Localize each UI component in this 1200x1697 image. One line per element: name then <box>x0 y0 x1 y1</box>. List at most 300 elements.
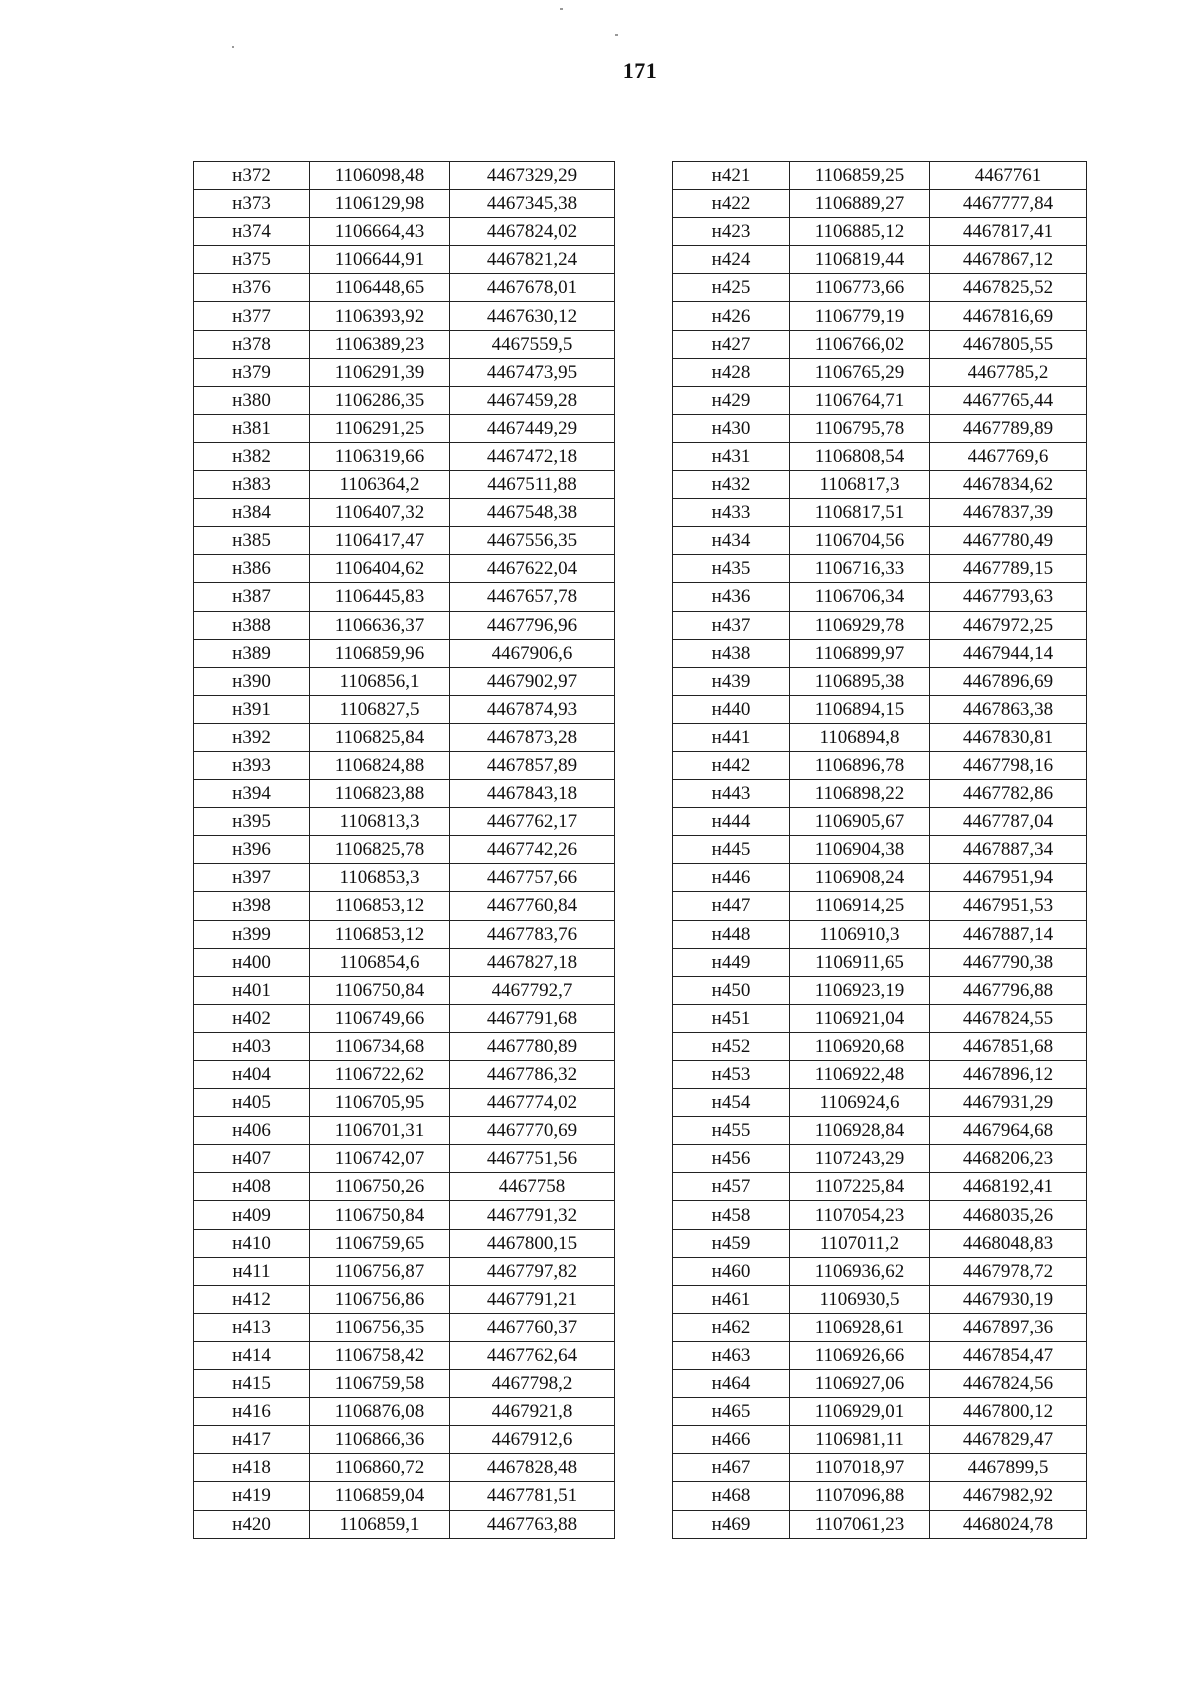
point-id-cell: н384 <box>194 499 310 527</box>
x-coordinate-cell: 1106899,97 <box>790 639 930 667</box>
point-id-cell: н385 <box>194 527 310 555</box>
point-id-cell: н382 <box>194 442 310 470</box>
point-id-cell: н387 <box>194 583 310 611</box>
table-row <box>673 330 1087 358</box>
x-coordinate-cell: 1107011,2 <box>790 1229 930 1257</box>
point-id-cell: н412 <box>194 1285 310 1313</box>
table-row <box>194 471 615 499</box>
table-row <box>673 442 1087 470</box>
y-coordinate-cell: 4467782,86 <box>930 780 1087 808</box>
y-coordinate-cell: 4467800,15 <box>450 1229 615 1257</box>
point-id-cell: н454 <box>673 1089 790 1117</box>
x-coordinate-cell: 1107225,84 <box>790 1173 930 1201</box>
x-coordinate-cell: 1106705,95 <box>310 1089 450 1117</box>
x-coordinate-cell: 1106981,11 <box>790 1426 930 1454</box>
y-coordinate-cell: 4467931,29 <box>930 1089 1087 1117</box>
x-coordinate-cell: 1106759,58 <box>310 1370 450 1398</box>
y-coordinate-cell: 4467800,12 <box>930 1398 1087 1426</box>
point-id-cell: н424 <box>673 246 790 274</box>
table-row <box>194 330 615 358</box>
table-row <box>194 302 615 330</box>
x-coordinate-cell: 1106795,78 <box>790 414 930 442</box>
x-coordinate-cell: 1106817,3 <box>790 471 930 499</box>
point-id-cell: н458 <box>673 1201 790 1229</box>
table-row <box>194 442 615 470</box>
x-coordinate-cell: 1106750,26 <box>310 1173 450 1201</box>
table-row <box>673 1426 1087 1454</box>
point-id-cell: н393 <box>194 751 310 779</box>
table-row <box>194 499 615 527</box>
point-id-cell: н426 <box>673 302 790 330</box>
table-row <box>673 836 1087 864</box>
point-id-cell: н407 <box>194 1145 310 1173</box>
table-row <box>194 1285 615 1313</box>
point-id-cell: н459 <box>673 1229 790 1257</box>
y-coordinate-cell: 4467781,51 <box>450 1482 615 1510</box>
point-id-cell: н455 <box>673 1117 790 1145</box>
coordinates-table-left <box>193 161 615 1539</box>
table-row <box>673 1313 1087 1341</box>
x-coordinate-cell: 1106859,25 <box>790 162 930 190</box>
table-row <box>673 976 1087 1004</box>
y-coordinate-cell: 4467511,88 <box>450 471 615 499</box>
point-id-cell: н392 <box>194 723 310 751</box>
point-id-cell: н389 <box>194 639 310 667</box>
x-coordinate-cell: 1106701,31 <box>310 1117 450 1145</box>
table-row <box>194 274 615 302</box>
point-id-cell: н399 <box>194 920 310 948</box>
x-coordinate-cell: 1106927,06 <box>790 1370 930 1398</box>
x-coordinate-cell: 1106808,54 <box>790 442 930 470</box>
point-id-cell: н401 <box>194 976 310 1004</box>
y-coordinate-cell: 4467329,29 <box>450 162 615 190</box>
x-coordinate-cell: 1106742,07 <box>310 1145 450 1173</box>
x-coordinate-cell: 1106921,04 <box>790 1004 930 1032</box>
table-row <box>194 1201 615 1229</box>
x-coordinate-cell: 1106722,62 <box>310 1061 450 1089</box>
y-coordinate-cell: 4467798,2 <box>450 1370 615 1398</box>
y-coordinate-cell: 4467785,2 <box>930 358 1087 386</box>
point-id-cell: н447 <box>673 892 790 920</box>
point-id-cell: н445 <box>673 836 790 864</box>
x-coordinate-cell: 1106924,6 <box>790 1089 930 1117</box>
table-row <box>194 1482 615 1510</box>
y-coordinate-cell: 4467765,44 <box>930 386 1087 414</box>
x-coordinate-cell: 1106853,3 <box>310 864 450 892</box>
point-id-cell: н439 <box>673 667 790 695</box>
y-coordinate-cell: 4467867,12 <box>930 246 1087 274</box>
x-coordinate-cell: 1106827,5 <box>310 695 450 723</box>
x-coordinate-cell: 1106929,78 <box>790 611 930 639</box>
point-id-cell: н436 <box>673 583 790 611</box>
x-coordinate-cell: 1106758,42 <box>310 1341 450 1369</box>
point-id-cell: н433 <box>673 499 790 527</box>
point-id-cell: н383 <box>194 471 310 499</box>
x-coordinate-cell: 1106286,35 <box>310 386 450 414</box>
y-coordinate-cell: 4467951,94 <box>930 864 1087 892</box>
point-id-cell: н430 <box>673 414 790 442</box>
x-coordinate-cell: 1106706,34 <box>790 583 930 611</box>
x-coordinate-cell: 1106859,1 <box>310 1510 450 1538</box>
table-row <box>194 1510 615 1538</box>
y-coordinate-cell: 4467824,02 <box>450 218 615 246</box>
y-coordinate-cell: 4467887,34 <box>930 836 1087 864</box>
x-coordinate-cell: 1106766,02 <box>790 330 930 358</box>
y-coordinate-cell: 4467816,69 <box>930 302 1087 330</box>
table-row <box>673 1061 1087 1089</box>
y-coordinate-cell: 4467897,36 <box>930 1313 1087 1341</box>
x-coordinate-cell: 1106853,12 <box>310 892 450 920</box>
x-coordinate-cell: 1106928,61 <box>790 1313 930 1341</box>
x-coordinate-cell: 1106813,3 <box>310 808 450 836</box>
y-coordinate-cell: 4468048,83 <box>930 1229 1087 1257</box>
y-coordinate-cell: 4467793,63 <box>930 583 1087 611</box>
x-coordinate-cell: 1106364,2 <box>310 471 450 499</box>
x-coordinate-cell: 1107018,97 <box>790 1454 930 1482</box>
y-coordinate-cell: 4467770,69 <box>450 1117 615 1145</box>
table-row <box>194 751 615 779</box>
point-id-cell: н465 <box>673 1398 790 1426</box>
point-id-cell: н403 <box>194 1032 310 1060</box>
point-id-cell: н438 <box>673 639 790 667</box>
y-coordinate-cell: 4468024,78 <box>930 1510 1087 1538</box>
x-coordinate-cell: 1106636,37 <box>310 611 450 639</box>
point-id-cell: н376 <box>194 274 310 302</box>
y-coordinate-cell: 4467345,38 <box>450 190 615 218</box>
x-coordinate-cell: 1106750,84 <box>310 976 450 1004</box>
point-id-cell: н462 <box>673 1313 790 1341</box>
y-coordinate-cell: 4467780,89 <box>450 1032 615 1060</box>
x-coordinate-cell: 1106764,71 <box>790 386 930 414</box>
point-id-cell: н390 <box>194 667 310 695</box>
x-coordinate-cell: 1106393,92 <box>310 302 450 330</box>
y-coordinate-cell: 4467472,18 <box>450 442 615 470</box>
y-coordinate-cell: 4467805,55 <box>930 330 1087 358</box>
point-id-cell: н421 <box>673 162 790 190</box>
y-coordinate-cell: 4467827,18 <box>450 948 615 976</box>
y-coordinate-cell: 4467837,39 <box>930 499 1087 527</box>
table-row <box>673 808 1087 836</box>
x-coordinate-cell: 1106860,72 <box>310 1454 450 1482</box>
y-coordinate-cell: 4467777,84 <box>930 190 1087 218</box>
y-coordinate-cell: 4467906,6 <box>450 639 615 667</box>
point-id-cell: н456 <box>673 1145 790 1173</box>
table-row <box>673 274 1087 302</box>
x-coordinate-cell: 1106824,88 <box>310 751 450 779</box>
table-row <box>194 1229 615 1257</box>
x-coordinate-cell: 1106910,3 <box>790 920 930 948</box>
point-id-cell: н395 <box>194 808 310 836</box>
point-id-cell: н388 <box>194 611 310 639</box>
y-coordinate-cell: 4467449,29 <box>450 414 615 442</box>
table-row <box>194 639 615 667</box>
y-coordinate-cell: 4467789,15 <box>930 555 1087 583</box>
point-id-cell: н461 <box>673 1285 790 1313</box>
table-row <box>673 1032 1087 1060</box>
x-coordinate-cell: 1106759,65 <box>310 1229 450 1257</box>
point-id-cell: н457 <box>673 1173 790 1201</box>
x-coordinate-cell: 1106098,48 <box>310 162 450 190</box>
point-id-cell: н466 <box>673 1426 790 1454</box>
point-id-cell: н467 <box>673 1454 790 1482</box>
table-row <box>673 499 1087 527</box>
point-id-cell: н448 <box>673 920 790 948</box>
y-coordinate-cell: 4467762,17 <box>450 808 615 836</box>
table-row <box>194 1426 615 1454</box>
table-row <box>673 414 1087 442</box>
x-coordinate-cell: 1106749,66 <box>310 1004 450 1032</box>
x-coordinate-cell: 1106644,91 <box>310 246 450 274</box>
table-row <box>673 1341 1087 1369</box>
y-coordinate-cell: 4467978,72 <box>930 1257 1087 1285</box>
table-row <box>194 723 615 751</box>
x-coordinate-cell: 1107054,23 <box>790 1201 930 1229</box>
x-coordinate-cell: 1106734,68 <box>310 1032 450 1060</box>
table-row <box>673 920 1087 948</box>
coordinates-table-right <box>672 161 1087 1539</box>
table-row <box>194 190 615 218</box>
point-id-cell: н422 <box>673 190 790 218</box>
point-id-cell: н394 <box>194 780 310 808</box>
x-coordinate-cell: 1106853,12 <box>310 920 450 948</box>
table-row <box>673 611 1087 639</box>
point-id-cell: н418 <box>194 1454 310 1482</box>
y-coordinate-cell: 4467834,62 <box>930 471 1087 499</box>
table-row <box>673 583 1087 611</box>
table-row <box>673 1398 1087 1426</box>
x-coordinate-cell: 1106756,87 <box>310 1257 450 1285</box>
y-coordinate-cell: 4467797,82 <box>450 1257 615 1285</box>
table-row <box>194 218 615 246</box>
y-coordinate-cell: 4467459,28 <box>450 386 615 414</box>
y-coordinate-cell: 4467556,35 <box>450 527 615 555</box>
y-coordinate-cell: 4467824,56 <box>930 1370 1087 1398</box>
y-coordinate-cell: 4467828,48 <box>450 1454 615 1482</box>
x-coordinate-cell: 1106129,98 <box>310 190 450 218</box>
y-coordinate-cell: 4467824,55 <box>930 1004 1087 1032</box>
x-coordinate-cell: 1106817,51 <box>790 499 930 527</box>
table-row <box>673 386 1087 414</box>
y-coordinate-cell: 4467630,12 <box>450 302 615 330</box>
table-row <box>194 836 615 864</box>
table-row <box>194 667 615 695</box>
point-id-cell: н398 <box>194 892 310 920</box>
y-coordinate-cell: 4467760,37 <box>450 1313 615 1341</box>
y-coordinate-cell: 4467678,01 <box>450 274 615 302</box>
y-coordinate-cell: 4467829,47 <box>930 1426 1087 1454</box>
y-coordinate-cell: 4467930,19 <box>930 1285 1087 1313</box>
table-row <box>673 892 1087 920</box>
y-coordinate-cell: 4467896,69 <box>930 667 1087 695</box>
point-id-cell: н405 <box>194 1089 310 1117</box>
point-id-cell: н453 <box>673 1061 790 1089</box>
y-coordinate-cell: 4467780,49 <box>930 527 1087 555</box>
point-id-cell: н427 <box>673 330 790 358</box>
table-row <box>194 1398 615 1426</box>
x-coordinate-cell: 1106756,35 <box>310 1313 450 1341</box>
table-row <box>673 1257 1087 1285</box>
x-coordinate-cell: 1106911,65 <box>790 948 930 976</box>
table-row <box>194 414 615 442</box>
table-row <box>194 1061 615 1089</box>
table-row <box>194 892 615 920</box>
x-coordinate-cell: 1106448,65 <box>310 274 450 302</box>
y-coordinate-cell: 4467912,6 <box>450 1426 615 1454</box>
table-row <box>194 527 615 555</box>
table-row <box>194 695 615 723</box>
point-id-cell: н373 <box>194 190 310 218</box>
point-id-cell: н400 <box>194 948 310 976</box>
point-id-cell: н391 <box>194 695 310 723</box>
y-coordinate-cell: 4467982,92 <box>930 1482 1087 1510</box>
y-coordinate-cell: 4467887,14 <box>930 920 1087 948</box>
x-coordinate-cell: 1106779,19 <box>790 302 930 330</box>
y-coordinate-cell: 4467825,52 <box>930 274 1087 302</box>
x-coordinate-cell: 1106928,84 <box>790 1117 930 1145</box>
x-coordinate-cell: 1106404,62 <box>310 555 450 583</box>
x-coordinate-cell: 1106885,12 <box>790 218 930 246</box>
table-row <box>194 358 615 386</box>
y-coordinate-cell: 4467843,18 <box>450 780 615 808</box>
table-row <box>673 218 1087 246</box>
y-coordinate-cell: 4467896,12 <box>930 1061 1087 1089</box>
x-coordinate-cell: 1106936,62 <box>790 1257 930 1285</box>
y-coordinate-cell: 4467972,25 <box>930 611 1087 639</box>
point-id-cell: н409 <box>194 1201 310 1229</box>
point-id-cell: н425 <box>673 274 790 302</box>
y-coordinate-cell: 4467790,38 <box>930 948 1087 976</box>
x-coordinate-cell: 1107061,23 <box>790 1510 930 1538</box>
y-coordinate-cell: 4467899,5 <box>930 1454 1087 1482</box>
point-id-cell: н379 <box>194 358 310 386</box>
table-row <box>194 162 615 190</box>
y-coordinate-cell: 4467944,14 <box>930 639 1087 667</box>
x-coordinate-cell: 1106664,43 <box>310 218 450 246</box>
table-row <box>194 808 615 836</box>
point-id-cell: н415 <box>194 1370 310 1398</box>
page-number: 171 <box>622 58 658 83</box>
x-coordinate-cell: 1106859,04 <box>310 1482 450 1510</box>
table-row <box>194 1089 615 1117</box>
table-row <box>673 751 1087 779</box>
y-coordinate-cell: 4467769,6 <box>930 442 1087 470</box>
y-coordinate-cell: 4467791,68 <box>450 1004 615 1032</box>
table-row <box>673 864 1087 892</box>
table-row <box>194 864 615 892</box>
table-row <box>673 1004 1087 1032</box>
scan-speck <box>560 8 563 10</box>
point-id-cell: н446 <box>673 864 790 892</box>
x-coordinate-cell: 1106319,66 <box>310 442 450 470</box>
point-id-cell: н437 <box>673 611 790 639</box>
table-row <box>673 1285 1087 1313</box>
y-coordinate-cell: 4467559,5 <box>450 330 615 358</box>
x-coordinate-cell: 1106894,8 <box>790 723 930 751</box>
x-coordinate-cell: 1106407,32 <box>310 499 450 527</box>
x-coordinate-cell: 1106704,56 <box>790 527 930 555</box>
point-id-cell: н374 <box>194 218 310 246</box>
point-id-cell: н380 <box>194 386 310 414</box>
x-coordinate-cell: 1106765,29 <box>790 358 930 386</box>
point-id-cell: н468 <box>673 1482 790 1510</box>
x-coordinate-cell: 1106856,1 <box>310 667 450 695</box>
table-row <box>194 611 615 639</box>
x-coordinate-cell: 1106895,38 <box>790 667 930 695</box>
table-row <box>194 920 615 948</box>
table-row <box>673 1454 1087 1482</box>
x-coordinate-cell: 1106859,96 <box>310 639 450 667</box>
y-coordinate-cell: 4468035,26 <box>930 1201 1087 1229</box>
x-coordinate-cell: 1106898,22 <box>790 780 930 808</box>
y-coordinate-cell: 4467857,89 <box>450 751 615 779</box>
x-coordinate-cell: 1106889,27 <box>790 190 930 218</box>
table-row <box>194 583 615 611</box>
table-row <box>673 1510 1087 1538</box>
table-row <box>194 1313 615 1341</box>
x-coordinate-cell: 1106823,88 <box>310 780 450 808</box>
y-coordinate-cell: 4467757,66 <box>450 864 615 892</box>
y-coordinate-cell: 4467787,04 <box>930 808 1087 836</box>
point-id-cell: н413 <box>194 1313 310 1341</box>
table-row <box>194 1341 615 1369</box>
point-id-cell: н375 <box>194 246 310 274</box>
y-coordinate-cell: 4467951,53 <box>930 892 1087 920</box>
y-coordinate-cell: 4467851,68 <box>930 1032 1087 1060</box>
y-coordinate-cell: 4467789,89 <box>930 414 1087 442</box>
table-row <box>673 162 1087 190</box>
table-row <box>673 1229 1087 1257</box>
table-row <box>194 1032 615 1060</box>
y-coordinate-cell: 4467964,68 <box>930 1117 1087 1145</box>
point-id-cell: н463 <box>673 1341 790 1369</box>
table-row <box>673 190 1087 218</box>
x-coordinate-cell: 1106825,78 <box>310 836 450 864</box>
point-id-cell: н435 <box>673 555 790 583</box>
point-id-cell: н452 <box>673 1032 790 1060</box>
x-coordinate-cell: 1106819,44 <box>790 246 930 274</box>
point-id-cell: н443 <box>673 780 790 808</box>
x-coordinate-cell: 1106291,39 <box>310 358 450 386</box>
y-coordinate-cell: 4467796,96 <box>450 611 615 639</box>
point-id-cell: н469 <box>673 1510 790 1538</box>
y-coordinate-cell: 4467762,64 <box>450 1341 615 1369</box>
point-id-cell: н423 <box>673 218 790 246</box>
y-coordinate-cell: 4467873,28 <box>450 723 615 751</box>
table-row <box>673 1370 1087 1398</box>
x-coordinate-cell: 1106825,84 <box>310 723 450 751</box>
table-row <box>194 1145 615 1173</box>
y-coordinate-cell: 4467786,32 <box>450 1061 615 1089</box>
y-coordinate-cell: 4467921,8 <box>450 1398 615 1426</box>
table-row <box>673 246 1087 274</box>
y-coordinate-cell: 4467792,7 <box>450 976 615 1004</box>
table-row <box>673 639 1087 667</box>
x-coordinate-cell: 1106773,66 <box>790 274 930 302</box>
table-row <box>194 780 615 808</box>
y-coordinate-cell: 4467798,16 <box>930 751 1087 779</box>
point-id-cell: н434 <box>673 527 790 555</box>
x-coordinate-cell: 1106923,19 <box>790 976 930 1004</box>
point-id-cell: н378 <box>194 330 310 358</box>
y-coordinate-cell: 4467760,84 <box>450 892 615 920</box>
y-coordinate-cell: 4467783,76 <box>450 920 615 948</box>
y-coordinate-cell: 4467742,26 <box>450 836 615 864</box>
point-id-cell: н396 <box>194 836 310 864</box>
y-coordinate-cell: 4467763,88 <box>450 1510 615 1538</box>
x-coordinate-cell: 1106854,6 <box>310 948 450 976</box>
x-coordinate-cell: 1106920,68 <box>790 1032 930 1060</box>
point-id-cell: н460 <box>673 1257 790 1285</box>
